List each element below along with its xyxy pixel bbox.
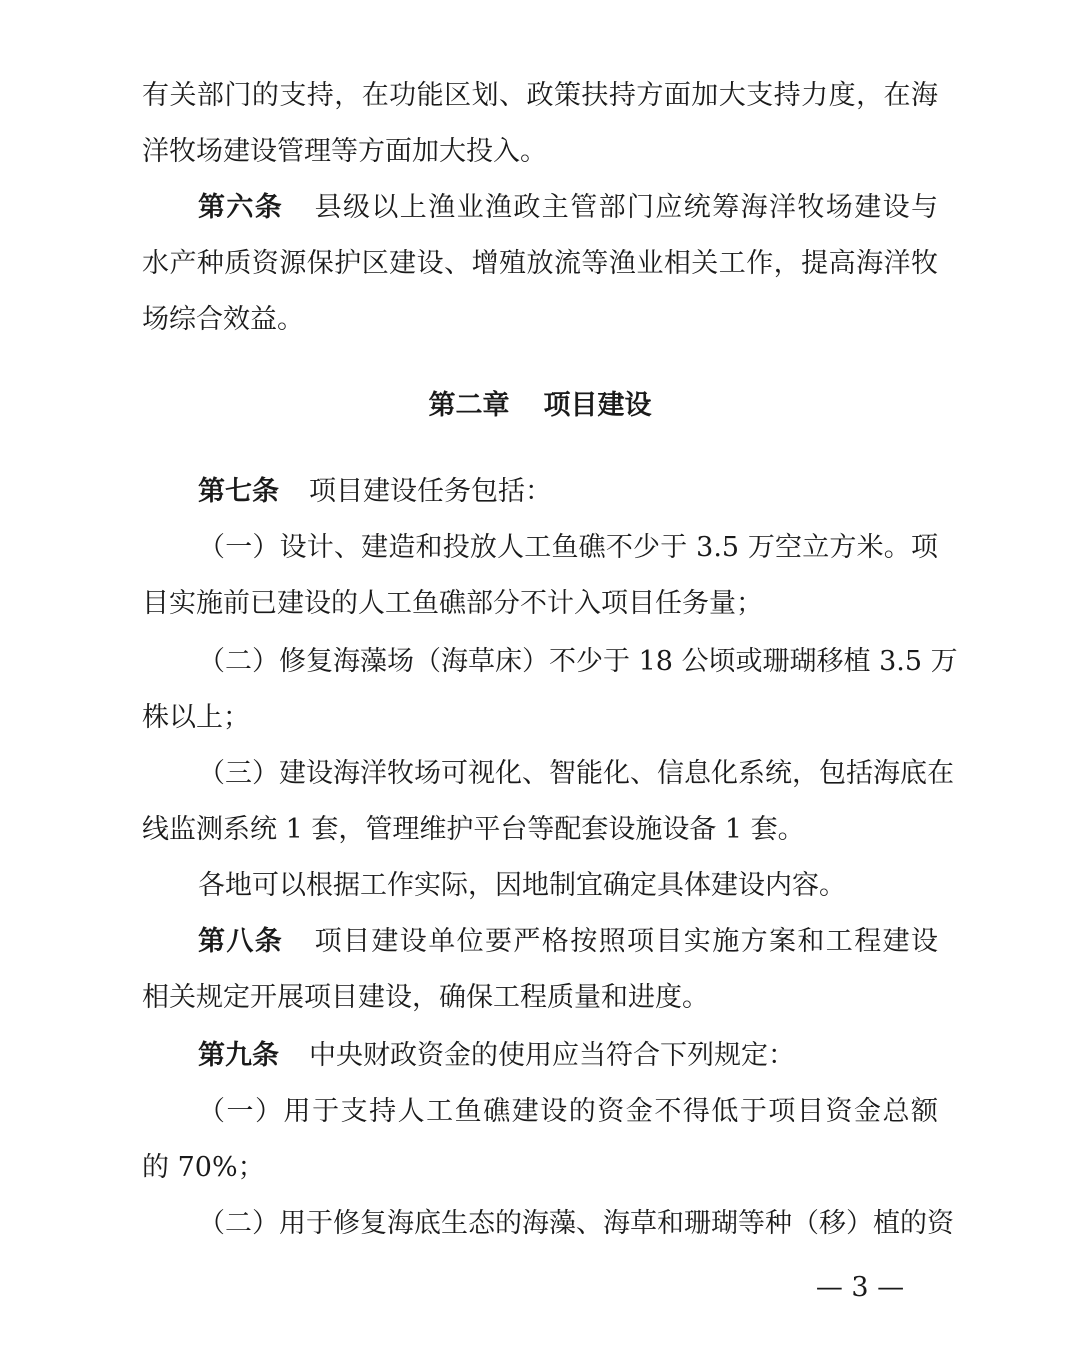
chapter-title: 项目建设 [543,390,652,421]
page-number [0,1268,1080,1308]
article-9-text: 中央财政资金的使用应当符合下列规定： [309,1040,795,1071]
chapter-heading [0,386,1080,426]
list-item-line: 株以上； [142,702,250,733]
page-number-text: — 3 — [815,1272,905,1303]
article-7-text: 项目建设任务包括： [309,476,552,507]
chapter-number: 第二章 [428,390,510,421]
paragraph-line: 洋牧场建设管理等方面加大投入。 [142,136,547,167]
article-9-title: 第九条 [198,1040,279,1071]
list-item-line: 线监测系统 1 套，管理维护平台等配套设施设备 1 套。 [142,814,805,845]
paragraph-line: 有关部门的支持，在功能区划、政策扶持方面加大支持力度，在海 [142,80,938,111]
list-item-line: （二）用于修复海底生态的海藻、海草和珊瑚等种（移）植的资 [198,1208,954,1239]
article-7-title: 第七条 [198,476,279,507]
list-item-line: （一）用于支持人工鱼礁建设的资金不得低于项目资金总额 [198,1096,938,1127]
article-6-title: 第六条 [198,192,284,223]
article-8-title: 第八条 [198,926,284,957]
paragraph-line: 水产种质资源保护区建设、增殖放流等渔业相关工作，提高海洋牧 [142,248,938,279]
list-item-line: （三）建设海洋牧场可视化、智能化、信息化系统，包括海底在 [198,758,954,789]
list-item-line: （二）修复海藻场（海草床）不少于 18 公顷或珊瑚移植 3.5 万 [198,646,958,677]
list-item-line: 目实施前已建设的人工鱼礁部分不计入项目任务量； [142,588,763,619]
article-7-line-1 [198,472,938,512]
article-9-line-1 [198,1036,938,1076]
paragraph-line: 相关规定开展项目建设，确保工程质量和进度。 [142,982,709,1013]
paragraph-line: 场综合效益。 [142,304,304,335]
paragraph-line: 各地可以根据工作实际，因地制宜确定具体建设内容。 [198,870,846,901]
article-6-text: 县级以上渔业渔政主管部门应统筹海洋牧场建设与 [313,192,939,223]
article-8-text: 项目建设单位要严格按照项目实施方案和工程建设 [313,926,939,957]
list-item-line: 的 70%； [142,1152,265,1183]
article-8-line-1 [198,922,938,962]
article-6-line-1 [198,188,938,228]
list-item-line: （一）设计、建造和投放人工鱼礁不少于 3.5 万空立方米。项 [198,532,938,563]
